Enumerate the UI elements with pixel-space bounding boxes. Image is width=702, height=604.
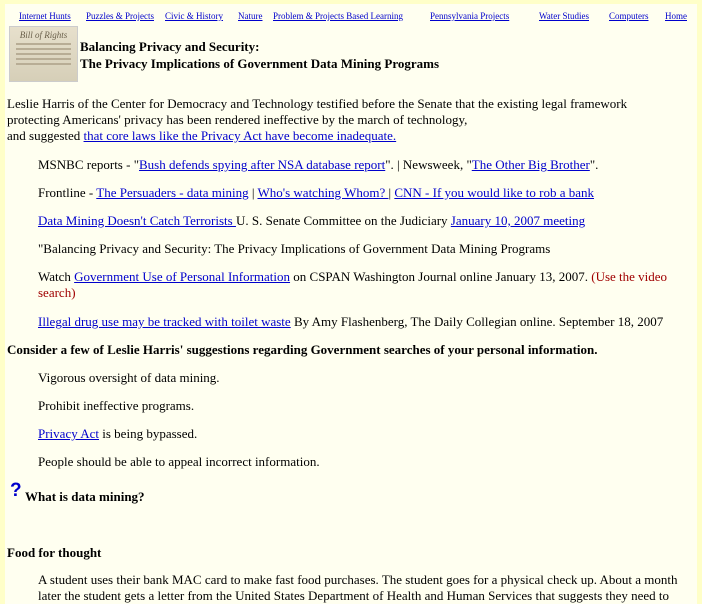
story-paragraph: [38, 572, 678, 604]
consider-heading: Consider a few of Leslie Harris' suggestions regarding Government searches of your personal information.: [7, 342, 598, 357]
whos-watching-link[interactable]: Who's watching Whom?: [257, 185, 389, 200]
page: [5, 4, 697, 604]
jan-10-meeting-link[interactable]: January 10, 2007 meeting: [450, 213, 586, 228]
nav-home[interactable]: Home: [665, 11, 687, 21]
nav-civic-history[interactable]: Civic & History: [165, 11, 223, 21]
msnbc-post: ".: [589, 157, 599, 172]
nav-computers[interactable]: Computers: [609, 11, 649, 21]
video-search-note: (Use the video: [591, 269, 668, 284]
suggestion-4: People should be able to appeal incorrect information.: [38, 454, 320, 469]
story-line2: later the student gets a letter from the United States Department of Health and Human Services that suggests they need to: [38, 588, 670, 603]
logo-text: Bill of Rights: [19, 30, 68, 40]
bill-of-rights-image: [9, 26, 78, 82]
quote-line: "Balancing Privacy and Security: The Privacy Implications of Government Data Mining Programs: [38, 241, 551, 256]
nav-internet-hunts[interactable]: Internet Hunts: [19, 11, 71, 21]
food-for-thought-heading: Food for thought: [7, 545, 102, 560]
gov-personal-info-link[interactable]: Government Use of Personal Information: [74, 269, 291, 284]
nav-puzzles-projects[interactable]: Puzzles & Projects: [86, 11, 154, 21]
suggestion-3: [38, 426, 197, 442]
privacy-act-link[interactable]: Privacy Act: [38, 426, 100, 441]
other-big-brother-link[interactable]: The Other Big Brother: [471, 157, 590, 172]
nav-problem-projects[interactable]: Problem & Projects Based Learning: [273, 11, 403, 21]
what-is-data-mining-heading: What is data mining?: [25, 489, 145, 504]
watch-line: [38, 269, 667, 301]
senate-text: U. S. Senate Committee on the Judiciary: [235, 213, 451, 228]
msnbc-text: MSNBC reports - ": [38, 157, 140, 172]
suggestion-2: Prohibit ineffective programs.: [38, 398, 195, 413]
drug-byline: By Amy Flashenberg, The Daily Collegian online. September 18, 2007: [290, 314, 664, 329]
newsweek-text: ". | Newsweek, ": [385, 157, 472, 172]
intro-paragraph: [7, 96, 627, 144]
privacy-act-inadequate-link[interactable]: that core laws like the Privacy Act have become inadequate.: [83, 128, 397, 143]
story-line1: A student uses their bank MAC card to make fast food purchases. The student goes for a physical check up. About a month: [38, 572, 678, 587]
nav-water-studies[interactable]: Water Studies: [539, 11, 590, 21]
suggestion-1: Vigorous oversight of data mining.: [38, 370, 220, 385]
frontline-text: Frontline -: [38, 185, 97, 200]
data-mining-terrorists-link[interactable]: Data Mining Doesn't Catch Terrorists: [38, 213, 236, 228]
separator: |: [388, 185, 395, 200]
intro-line2: protecting Americans' privacy has been rendered ineffective by the march of technology,: [7, 112, 468, 127]
video-search-note-2: search): [38, 285, 76, 300]
intro-line1: Leslie Harris of the Center for Democracy and Technology testified before the Senate that the existing legal framework: [7, 96, 628, 111]
title-line2: The Privacy Implications of Government Data Mining Programs: [80, 56, 440, 71]
cnn-rob-bank-link[interactable]: CNN - If you would like to rob a bank: [394, 185, 595, 200]
separator: |: [248, 185, 258, 200]
nav-nature[interactable]: Nature: [238, 11, 263, 21]
drug-line: [38, 314, 663, 330]
intro-line3: and suggested: [7, 128, 84, 143]
suggestion-3-text: is being bypassed.: [99, 426, 198, 441]
toilet-waste-link[interactable]: Illegal drug use may be tracked with toilet waste: [38, 314, 291, 329]
watch-text: Watch: [38, 269, 75, 284]
persuaders-link[interactable]: The Persuaders - data mining: [96, 185, 249, 200]
bush-spying-link[interactable]: Bush defends spying after NSA database report: [139, 157, 386, 172]
msnbc-line: [38, 157, 598, 173]
title-line1: Balancing Privacy and Security:: [80, 39, 260, 54]
frontline-line: [38, 185, 594, 201]
question-mark-icon: ?: [10, 480, 22, 501]
page-title: [80, 38, 439, 72]
senate-line: [38, 213, 585, 229]
cspan-text: on CSPAN Washington Journal online January 13, 2007.: [290, 269, 592, 284]
nav-pennsylvania-projects[interactable]: Pennsylvania Projects: [430, 11, 510, 21]
